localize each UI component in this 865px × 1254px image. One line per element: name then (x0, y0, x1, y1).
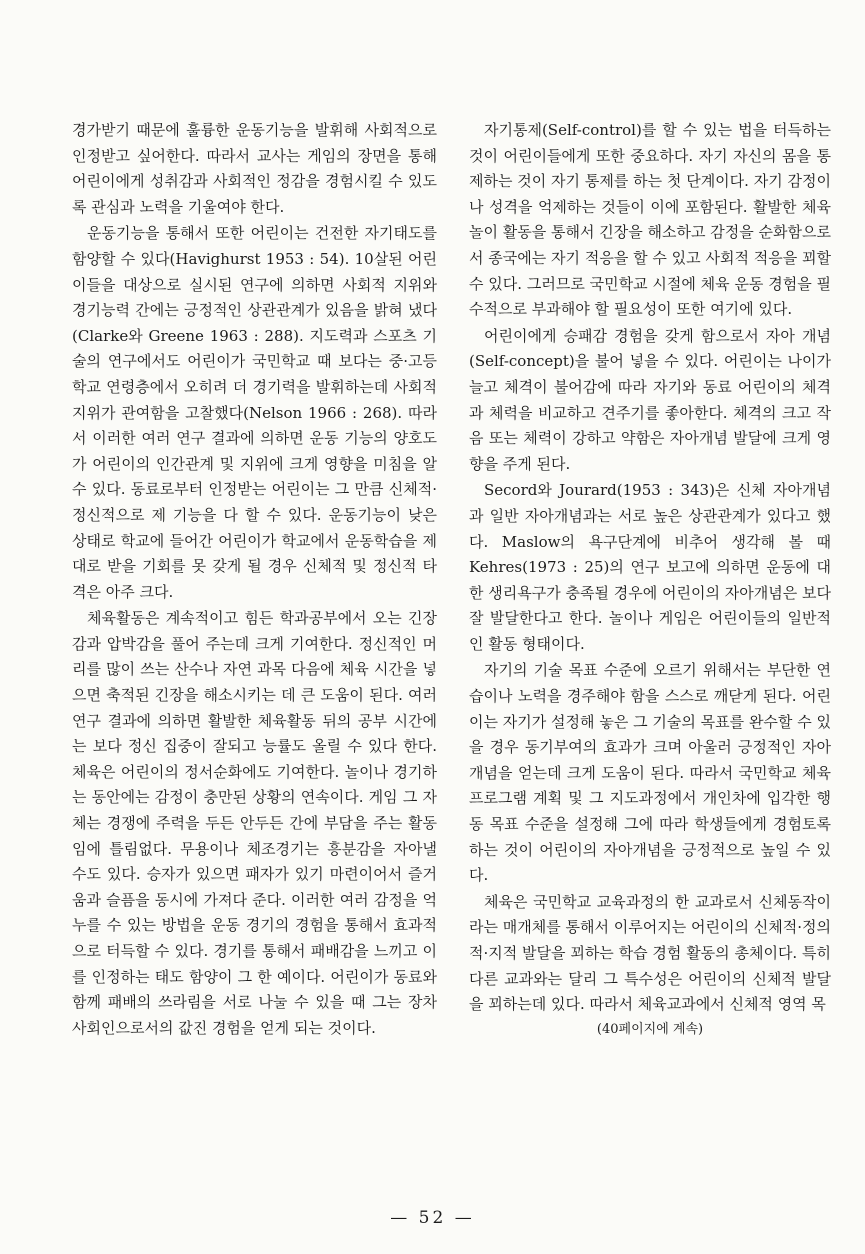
paragraph: 운동기능을 통해서 또한 어린이는 건전한 자기태도를 함양할 수 있다(Havighurst 1953 : 54). 10살된 어린이들을 대상으로 실시된 연구에 의하면 사회적 지위와 경기능력 간에는 긍정적인 상관관계가 있음을 밝혀 냈다(Clarke와 Greene 1963 : 288). 지도력과 스포츠 기술의 연구에서도 어린이가 국민학교 때 보다는 중·고등학교 연령층에서 오히려 더 경기력을 발휘하는데 사회적 지위가 관여함을 고찰했다(Nelson 1966 : 268). 따라서 이러한 여러 연구 결과에 의하면 운동 기능의 양호도가 어린이의 인간관계 및 지위에 크게 영향을 미침을 알 수 있다. 동료로부터 인정받는 어린이는 그 만큼 신체적·정신적으로 제 기능을 다 할 수 있다. 운동기능이 낮은 상태로 학교에 들어간 어린이가 학교에서 운동학습을 제대로 받을 기회를 못 갖게 될 경우 신체적 및 정신적 타격은 아주 크다. (72, 224, 437, 601)
paragraph: 경가받기 때문에 훌륭한 운동기능을 발휘해 사회적으로 인정받고 싶어한다. 따라서 교사는 게임의 장면을 통해 어린이에게 성취감과 사회적인 정감을 경험시킬 수 있도록 관심과 노력을 기울여야 한다. (72, 121, 437, 216)
paragraph: 체육활동은 계속적이고 힘든 학과공부에서 오는 긴장감과 압박감을 풀어 주는데 크게 기여한다. 정신적인 머리를 많이 쓰는 산수나 자연 과목 다음에 체육 시간을 넣으면 축적된 긴장을 해소시키는 데 큰 도움이 된다. 여러 연구 결과에 의하면 활발한 체육활동 뒤의 공부 시간에는 보다 정신 집중이 잘되고 능률도 올릴 수 있다 한다. 체육은 어린이의 정서순화에도 기여한다. 놀이나 경기하는 동안에는 감정이 충만된 상황의 연속이다. 게임 그 자체는 경쟁에 주력을 두든 안두든 간에 부담을 주는 활동임에 틀림없다. 무용이나 체조경기는 흥분감을 자아낼 수도 있다. 승자가 있으면 패자가 있기 마련이어서 즐거움과 슬픔을 동시에 가져다 준다. 이러한 여러 감정을 억누를 수 있는 방법을 운동 경기의 경험을 통해서 효과적으로 터득할 수 있다. 경기를 통해서 패배감을 느끼고 이를 인정하는 태도 함양이 그 한 예이다. 어린이가 동료와 함께 패배의 쓰라림을 서로 나눌 수 있을 때 그는 장차 사회인으로서의 값진 경험을 얻게 되는 것이다. (72, 609, 437, 1037)
continued-note: (40페이지에 계속) (596, 1021, 704, 1037)
paragraph: 체육은 국민학교 교육과정의 한 교과로서 신체동작이라는 매개체를 통해서 이루어지는 어린이의 신체적·정의적·지적 발달을 꾀하는 학습 경험 활동의 총체이다. 특히 다른 교과와는 달리 그 특수성은 어린이의 신체적 발달을 꾀하는데 있다. 따라서 체육교과에서 신체적 영역 목 (469, 892, 831, 1014)
paragraph: 자기의 기술 목표 수준에 오르기 위해서는 부단한 연습이나 노력을 경주해야 함을 스스로 깨닫게 된다. 어린이는 자기가 설정해 놓은 그 기술의 목표를 완수할 수 있을 경우 동기부여의 효과가 크며 아울러 긍정적인 자아 개념을 얻는데 크게 도움이 된다. 따라서 국민학교 체육 프로그램 계획 및 그 지도과정에서 개인차에 입각한 행동 목표 수준을 설정해 그에 따라 학생들에게 경험토록 하는 것이 어린이의 자아개념을 긍정적으로 높일 수 있다. (469, 661, 831, 885)
page-number: — 52 — (390, 1208, 475, 1228)
paragraph: Secord와 Jourard(1953 : 343)은 신체 자아개념과 일반 자아개념과는 서로 높은 상관관계가 있다고 했다. Maslow의 욕구단계에 비추어 생각해 볼 때 Kehres(1973 : 25)의 연구 보고에 의하면 운동에 대한 생리욕구가 충족될 경우에 어린이의 자아개념은 보다 잘 발달한다고 한다. 놀이나 게임은 어린이들의 일반적인 활동 형태이다. (469, 481, 831, 653)
paragraph: 어린이에게 승패감 경험을 갖게 함으로서 자아 개념(Self-concept)을 불어 넣을 수 있다. 어린이는 나이가 늘고 체격이 불어감에 따라 자기와 동료 어린이의 체격과 체력을 비교하고 견주기를 좋아한다. 체격의 크고 작음 또는 체력이 강하고 약함은 자아개념 발달에 크게 영향을 주게 된다. (469, 326, 831, 473)
left-column (72, 118, 437, 1041)
right-column (469, 118, 831, 1040)
paragraph: 자기통제(Self-control)를 할 수 있는 법을 터득하는 것이 어린이들에게 또한 중요하다. 자기 자신의 몸을 통제하는 것이 자기 통제를 하는 첫 단계이다. 자기 감정이나 성격을 억제하는 것들이 이에 포함된다. 활발한 체육 놀이 활동을 통해서 긴장을 해소하고 감정을 순화함으로서 종국에는 자기 적응을 할 수 있고 사회적 적응을 꾀할 수 있다. 그러므로 국민학교 시절에 체육 운동 경험을 필수적으로 부과해야 할 필요성이 또한 여기에 있다. (469, 121, 831, 319)
